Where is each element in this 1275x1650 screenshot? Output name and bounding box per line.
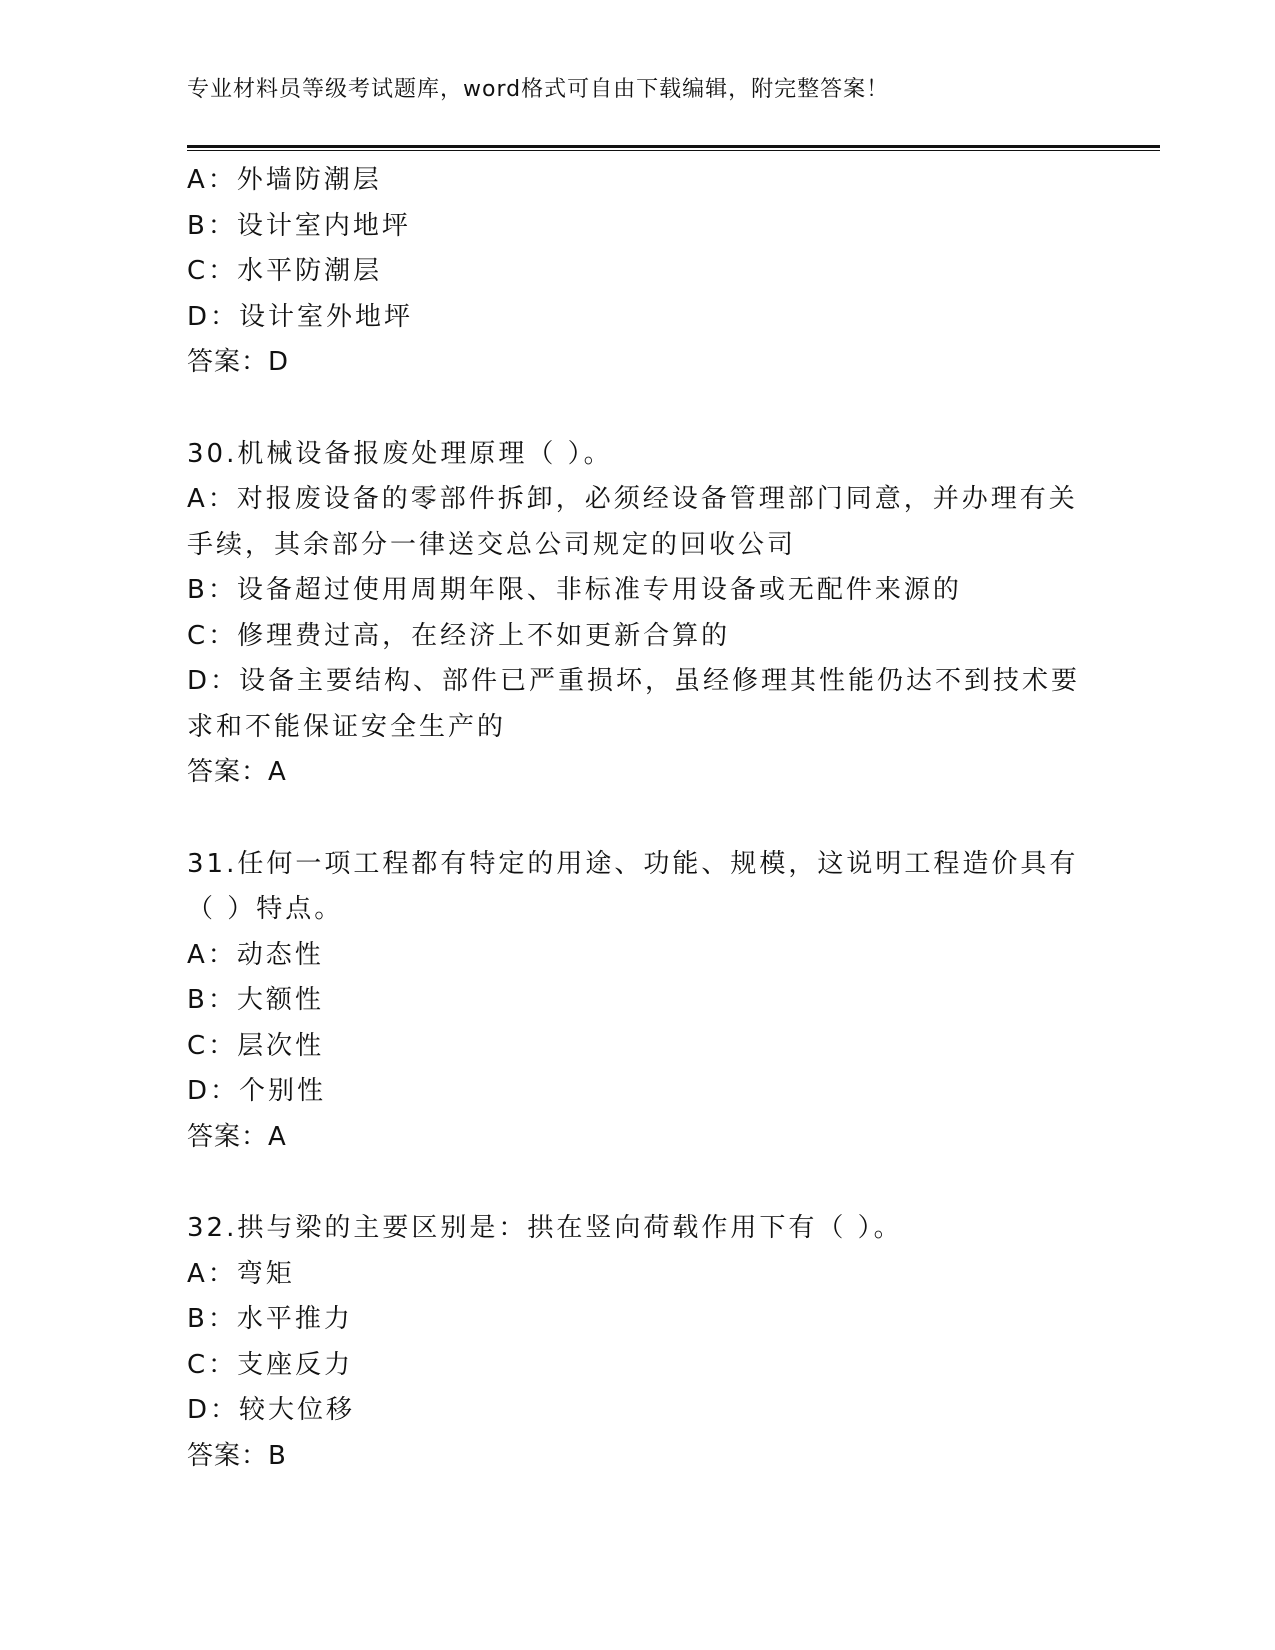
question-line: 30.机械设备报废处理原理（ ）。 xyxy=(187,438,613,469)
answer-line: 答案：D xyxy=(187,347,290,377)
question-line: 31.任何一项工程都有特定的用途、功能、规模，这说明工程造价具有 xyxy=(187,848,1079,879)
question-line: D：设计室外地坪 xyxy=(187,301,414,332)
question-block xyxy=(187,158,1087,386)
question-line: D：个别性 xyxy=(187,1076,327,1106)
answer-line: 答案：B xyxy=(187,1440,287,1471)
question-line: 求和不能保证安全生产的 xyxy=(187,711,507,742)
question-line: C：修理费过高，在经济上不如更新合算的 xyxy=(187,620,731,651)
question-line: A：对报废设备的零部件拆卸，必须经设备管理部门同意，并办理有关 xyxy=(187,484,1078,514)
question-line: C：支座反力 xyxy=(187,1349,354,1380)
question-line: B：水平推力 xyxy=(187,1304,353,1334)
block-gap xyxy=(187,796,1087,842)
page-header: 专业材料员等级考试题库，word格式可自由下载编辑，附完整答案！ xyxy=(187,77,890,102)
question-line: （ ）特点。 xyxy=(187,894,344,924)
question-line: C：水平防潮层 xyxy=(187,256,383,286)
question-block xyxy=(187,842,1087,1161)
header-rule-thin xyxy=(187,150,1160,151)
answer-line: 答案：A xyxy=(187,757,287,787)
question-line: B：设备超过使用周期年限、非标准专用设备或无配件来源的 xyxy=(187,575,962,605)
header-rule-thick xyxy=(187,145,1160,148)
question-list xyxy=(187,158,1087,1479)
question-line: A：外墙防潮层 xyxy=(187,165,382,195)
question-line: B：设计室内地坪 xyxy=(187,210,411,241)
question-line: D：设备主要结构、部件已严重损坏，虽经修理其性能仍达不到技术要 xyxy=(187,666,1081,696)
question-line: A：弯矩 xyxy=(187,1258,295,1289)
question-line: 32.拱与梁的主要区别是：拱在竖向荷载作用下有（ ）。 xyxy=(187,1213,903,1243)
question-block xyxy=(187,432,1087,796)
answer-line: 答案：A xyxy=(187,1121,287,1152)
question-line: C：层次性 xyxy=(187,1030,325,1061)
question-line: B：大额性 xyxy=(187,985,324,1015)
question-line: D：较大位移 xyxy=(187,1395,356,1425)
block-gap xyxy=(187,1160,1087,1206)
question-line: A：动态性 xyxy=(187,939,324,970)
block-gap xyxy=(187,386,1087,432)
question-block xyxy=(187,1206,1087,1479)
question-line: 手续，其余部分一律送交总公司规定的回收公司 xyxy=(187,529,797,560)
